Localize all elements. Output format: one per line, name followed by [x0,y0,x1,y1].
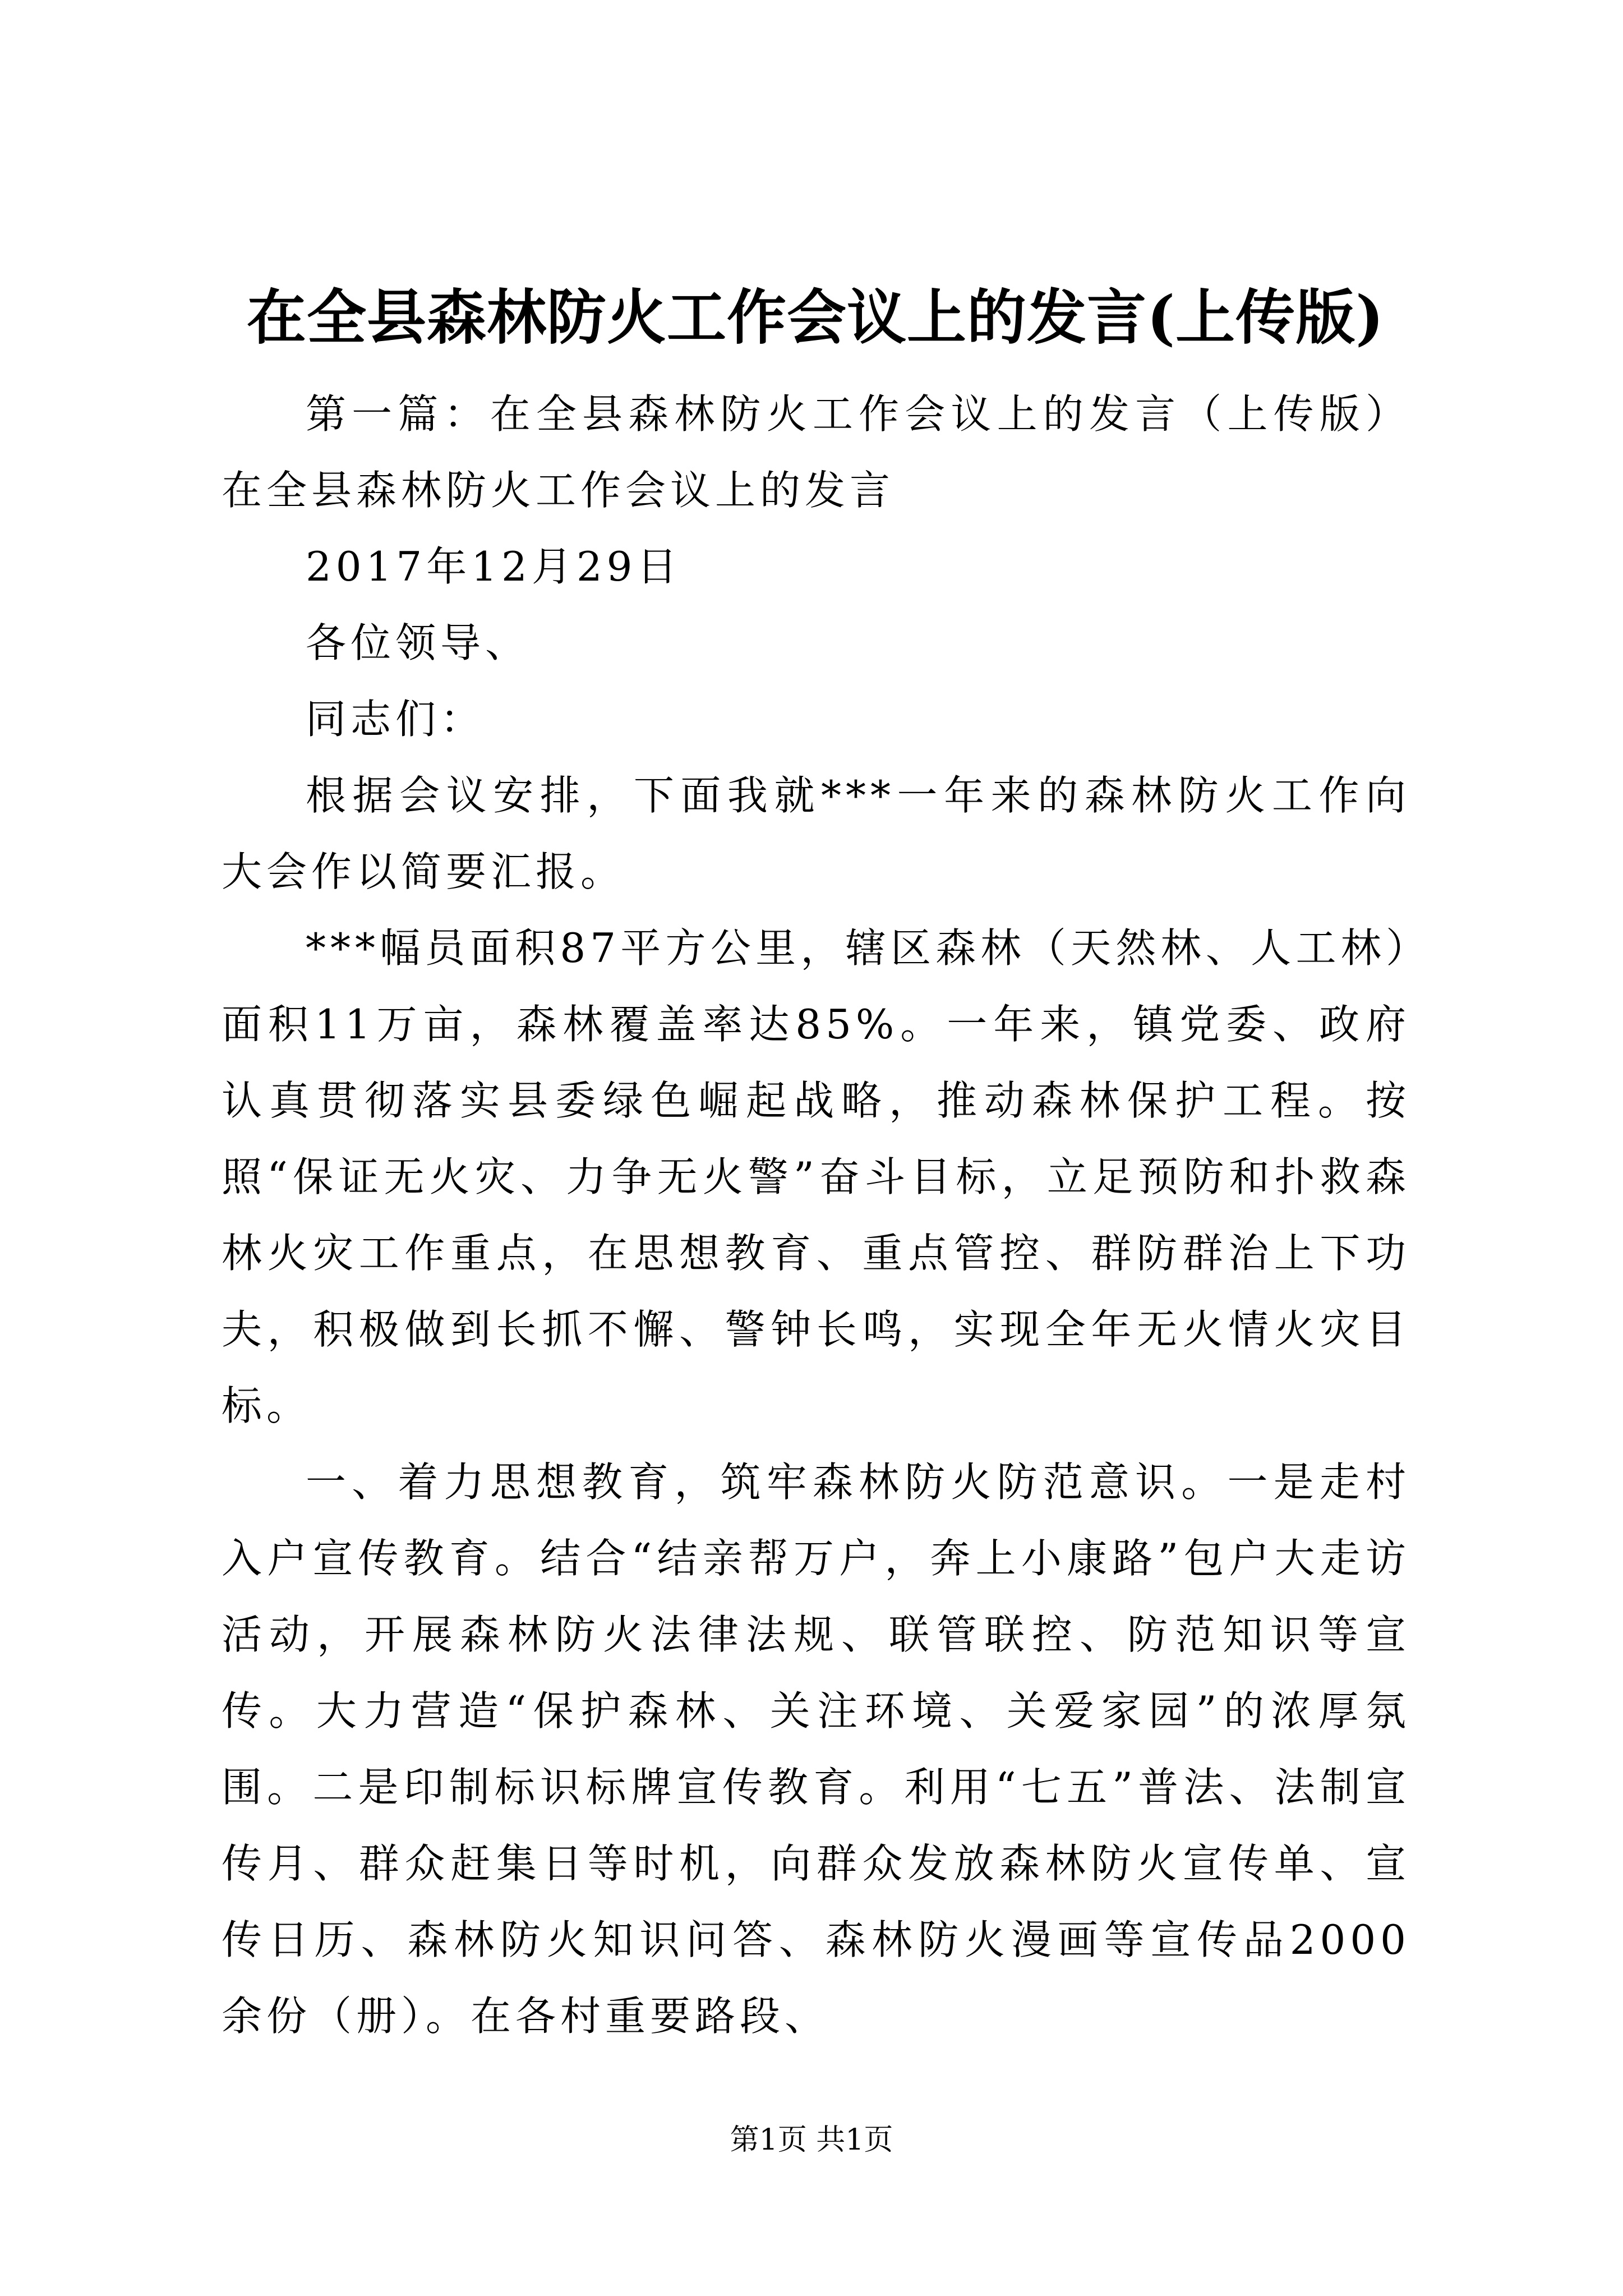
document-body [222,376,1410,2054]
paragraph-opening: 根据会议安排，下面我就***一年来的森林防火工作向大会作以简要汇报。 [222,772,1410,895]
document-title: 在全县森林防火工作会议上的发言(上传版) [247,282,1385,352]
paragraph-salutation-leaders: 各位领导、 [306,619,531,666]
paragraph-overview: ***幅员面积87平方公里，辖区森林（天然林、人工林）面积11万亩，森林覆盖率达85%。一年来，镇党委、政府认真贯彻落实县委绿色崛起战略，推动森林保护工程。按照“保证无火灾、力争无火警”奋斗目标，立足预防和扑救森林火灾工作重点，在思想教育、重点管控、群防群治上下功夫，积极做到长抓不懈、警钟长鸣，实现全年无火情火灾目标。 [222,924,1410,1429]
page-footer: 第1页 共1页 [730,2123,893,2157]
paragraph-intro: 第一篇：在全县森林防火工作会议上的发言（上传版）在全县森林防火工作会议上的发言 [222,390,1410,514]
paragraph-section-one: 一、着力思想教育，筑牢森林防火防范意识。一是走村入户宣传教育。结合“结亲帮万户，奔上小康路”包户大走访活动，开展森林防火法律法规、联管联控、防范知识等宣传。大力营造“保护森林、关注环境、关爱家园”的浓厚氛围。二是印制标识标牌宣传教育。利用“七五”普法、法制宣传月、群众赶集日等时机，向群众发放森林防火宣传单、宣传日历、森林防火知识问答、森林防火漫画等宣传品2000余份（册）。在各村重要路段、 [222,1458,1410,2040]
paragraph-date: 2017年12月29日 [306,543,682,590]
paragraph-salutation-comrades: 同志们： [306,696,486,743]
